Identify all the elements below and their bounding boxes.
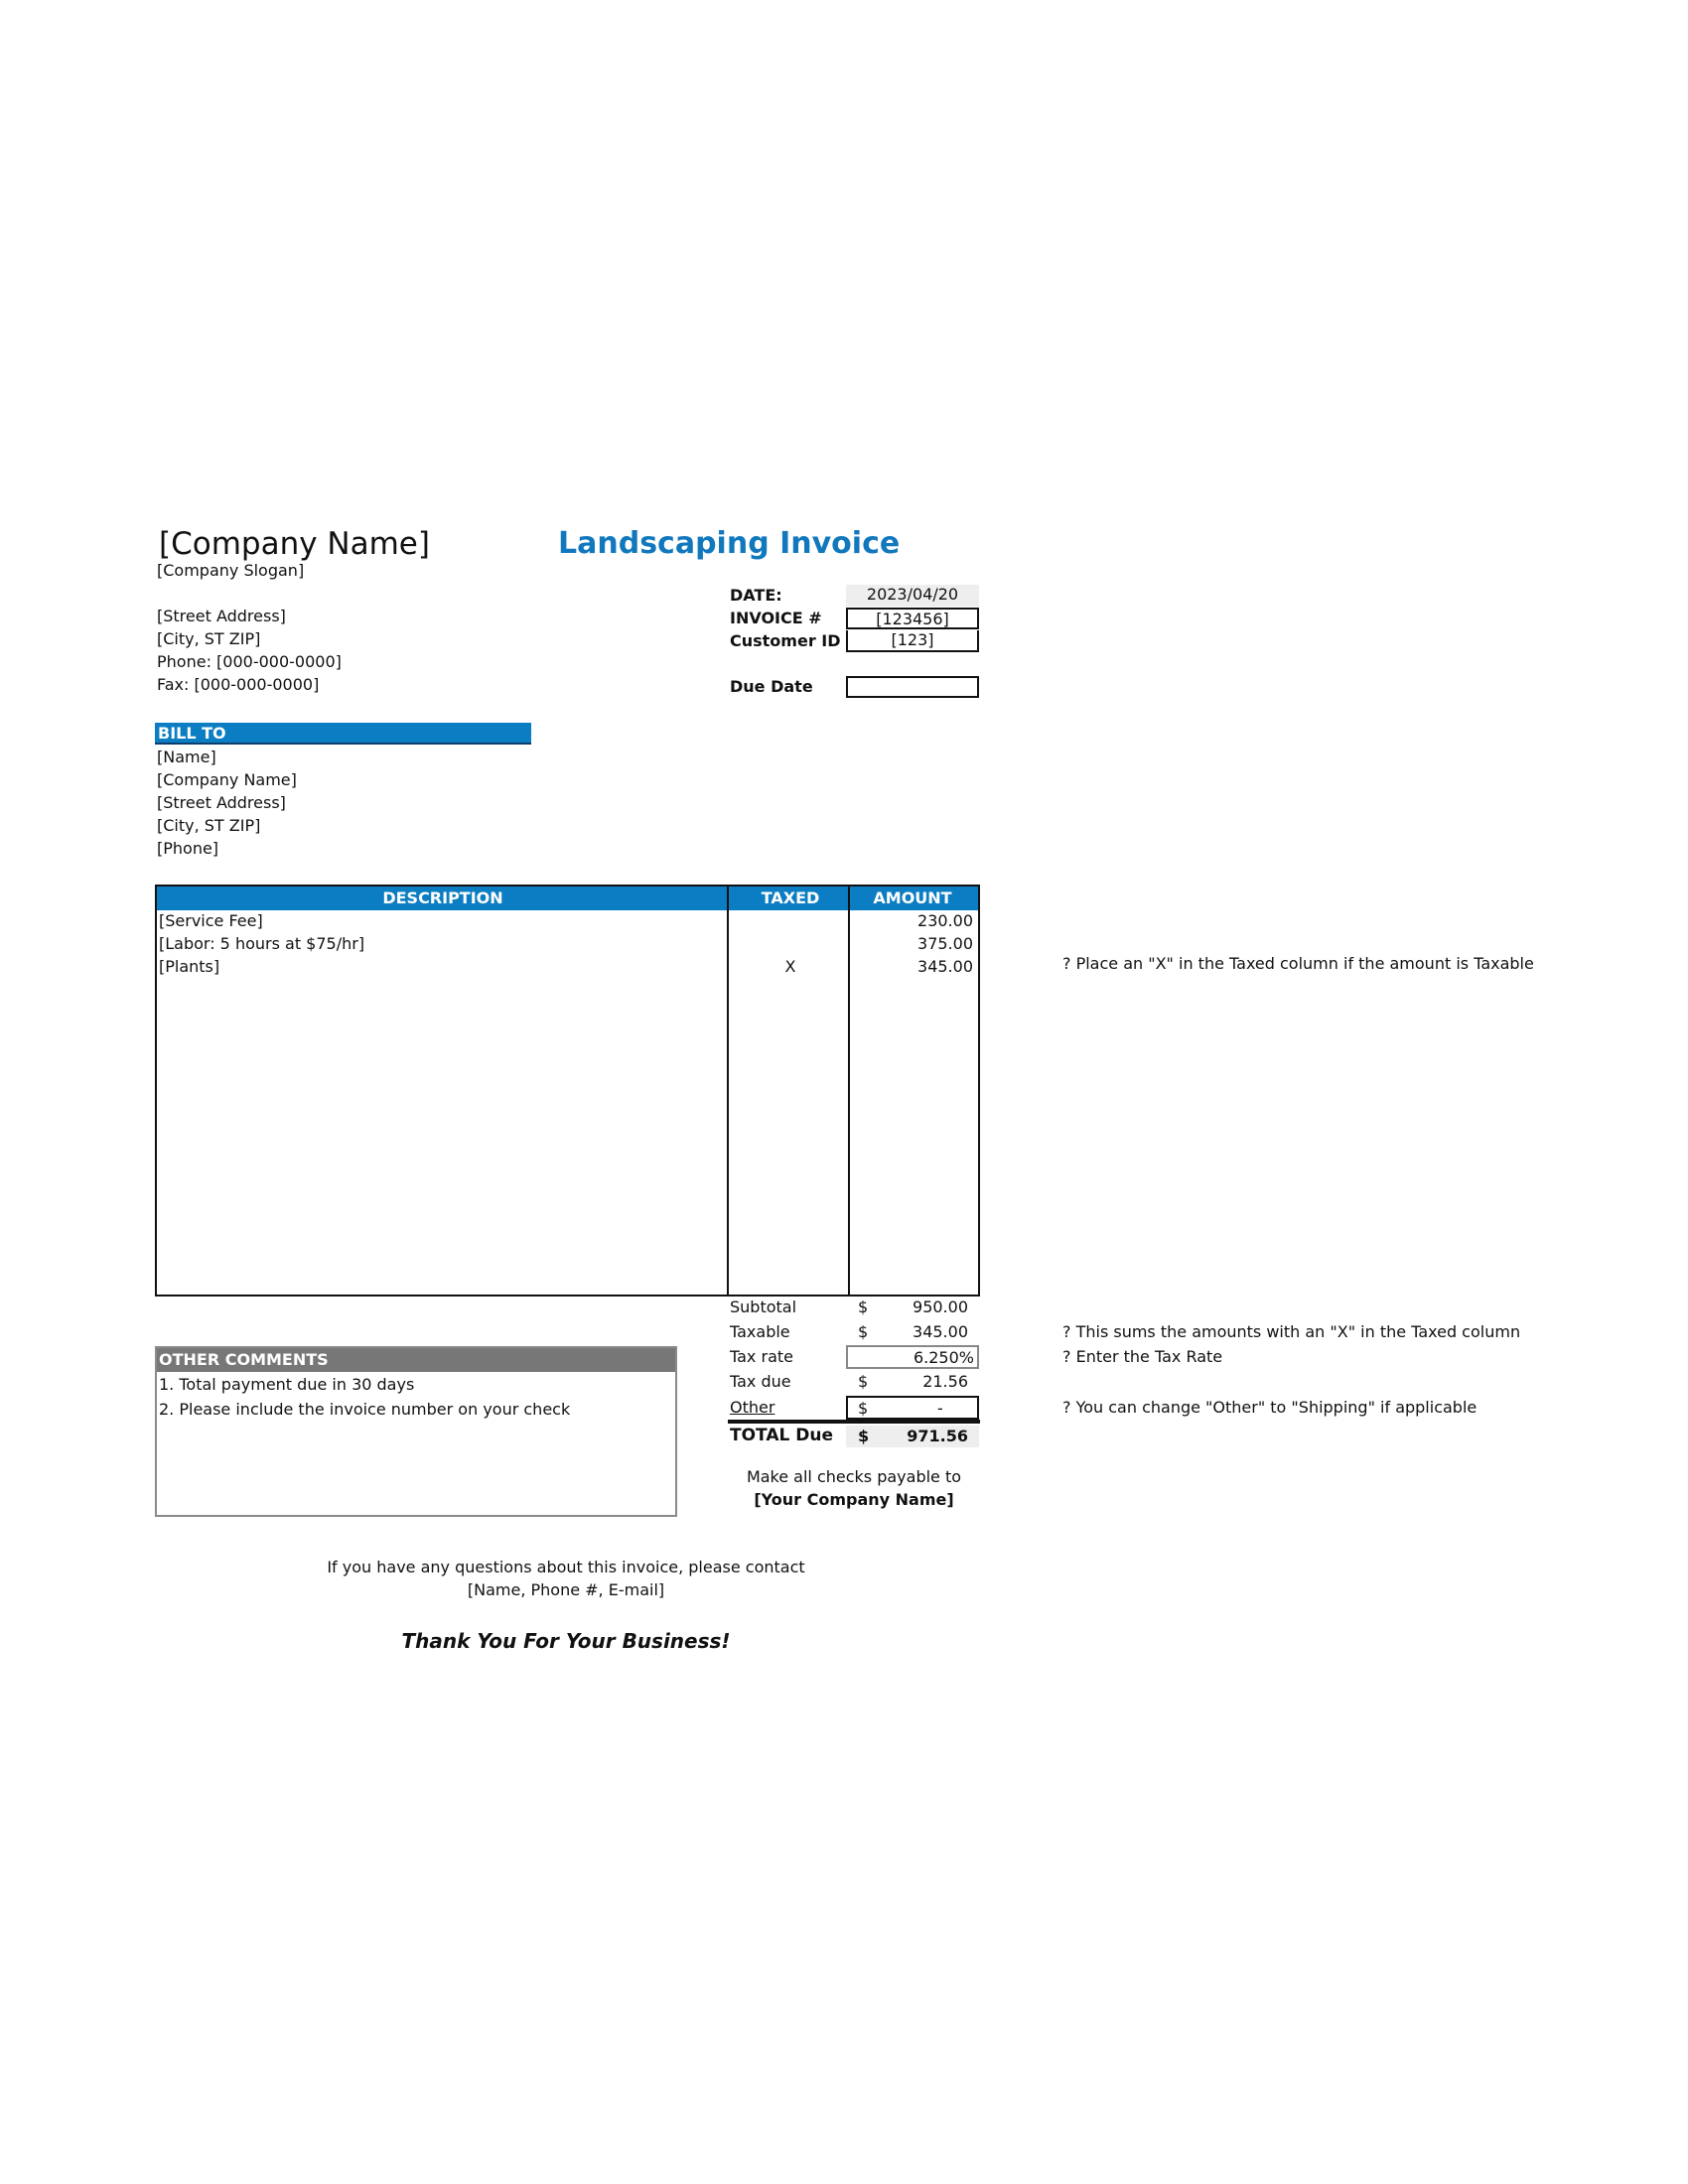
bill-to-street: [Street Address] bbox=[157, 793, 286, 812]
company-fax: Fax: [000-000-0000] bbox=[157, 675, 320, 694]
amount-column-header: AMOUNT bbox=[873, 888, 952, 907]
item-amount[interactable]: 345.00 bbox=[917, 957, 973, 976]
tax-due-value: 21.56 bbox=[922, 1372, 968, 1391]
invoice-title: Landscaping Invoice bbox=[558, 526, 901, 561]
payable-company-name: [Your Company Name] bbox=[754, 1490, 954, 1509]
date-value[interactable]: 2023/04/20 bbox=[846, 585, 979, 607]
item-description[interactable]: [Plants] bbox=[159, 957, 220, 976]
table-row[interactable] bbox=[157, 956, 978, 979]
comment-line-1: 1. Total payment due in 30 days bbox=[159, 1375, 415, 1394]
item-description[interactable]: [Service Fee] bbox=[159, 911, 263, 930]
table-row[interactable] bbox=[157, 910, 978, 933]
tax-rate-field[interactable] bbox=[846, 1345, 979, 1369]
taxed-hint: ? Place an "X" in the Taxed column if the amount is Taxable bbox=[1062, 954, 1534, 973]
total-due-label: TOTAL Due bbox=[730, 1426, 833, 1445]
item-taxed[interactable]: X bbox=[784, 957, 796, 976]
item-amount[interactable]: 375.00 bbox=[917, 934, 973, 953]
taxable-label: Taxable bbox=[730, 1322, 790, 1341]
company-name: [Company Name] bbox=[159, 526, 430, 562]
other-comments-header bbox=[157, 1348, 675, 1372]
other-value[interactable]: - bbox=[937, 1399, 943, 1418]
bill-to-company: [Company Name] bbox=[157, 770, 297, 789]
customer-id-field[interactable]: [123] bbox=[846, 630, 979, 652]
company-slogan: [Company Slogan] bbox=[157, 561, 305, 580]
taxable-value: 345.00 bbox=[913, 1322, 968, 1341]
bill-to-city: [City, ST ZIP] bbox=[157, 816, 261, 835]
invoice-number-field[interactable]: [123456] bbox=[846, 608, 979, 629]
bill-to-header bbox=[155, 723, 531, 745]
total-divider bbox=[728, 1420, 980, 1424]
taxed-column-header: TAXED bbox=[761, 888, 820, 907]
item-amount[interactable]: 230.00 bbox=[917, 911, 973, 930]
thank-you-message: Thank You For Your Business! bbox=[401, 1629, 731, 1653]
questions-text: If you have any questions about this invoice, please contact bbox=[327, 1558, 805, 1576]
other-comments-header-label: OTHER COMMENTS bbox=[159, 1350, 329, 1369]
tax-rate-label: Tax rate bbox=[730, 1347, 793, 1366]
company-phone: Phone: [000-000-0000] bbox=[157, 652, 342, 671]
bill-to-header-label: BILL TO bbox=[158, 724, 226, 743]
subtotal-label: Subtotal bbox=[730, 1297, 797, 1316]
contact-info: [Name, Phone #, E-mail] bbox=[467, 1580, 665, 1599]
tax-due-currency: $ bbox=[858, 1372, 869, 1391]
other-label[interactable]: Other bbox=[730, 1398, 775, 1417]
company-street: [Street Address] bbox=[157, 607, 286, 625]
invoice-number-label: INVOICE # bbox=[730, 609, 822, 627]
comment-line-2: 2. Please include the invoice number on your check bbox=[159, 1400, 571, 1419]
other-comments-box[interactable] bbox=[155, 1346, 677, 1517]
company-city: [City, ST ZIP] bbox=[157, 629, 261, 648]
item-description[interactable]: [Labor: 5 hours at $75/hr] bbox=[159, 934, 365, 953]
tax-rate-value[interactable]: 6.250% bbox=[913, 1348, 974, 1367]
subtotal-currency: $ bbox=[858, 1297, 869, 1316]
tax-due-label: Tax due bbox=[730, 1372, 791, 1391]
due-date-label: Due Date bbox=[730, 677, 813, 696]
due-date-field[interactable] bbox=[846, 676, 979, 698]
other-currency: $ bbox=[858, 1399, 869, 1418]
tax-rate-hint: ? Enter the Tax Rate bbox=[1062, 1347, 1223, 1366]
bill-to-phone: [Phone] bbox=[157, 839, 219, 858]
taxable-hint: ? This sums the amounts with an "X" in the Taxed column bbox=[1062, 1322, 1521, 1341]
customer-id-label: Customer ID bbox=[730, 631, 841, 650]
other-field[interactable] bbox=[846, 1396, 979, 1420]
payable-to-text: Make all checks payable to bbox=[746, 1467, 962, 1486]
table-row[interactable] bbox=[157, 933, 978, 956]
description-column-header: DESCRIPTION bbox=[382, 888, 503, 907]
total-due-value: 971.56 bbox=[907, 1427, 968, 1445]
items-table-header bbox=[157, 887, 978, 910]
bill-to-name: [Name] bbox=[157, 748, 216, 766]
items-table bbox=[155, 885, 980, 1297]
subtotal-value: 950.00 bbox=[913, 1297, 968, 1316]
date-label: DATE: bbox=[730, 586, 782, 605]
taxable-currency: $ bbox=[858, 1322, 869, 1341]
other-hint: ? You can change "Other" to "Shipping" if applicable bbox=[1062, 1398, 1477, 1417]
total-due-currency: $ bbox=[858, 1427, 870, 1445]
